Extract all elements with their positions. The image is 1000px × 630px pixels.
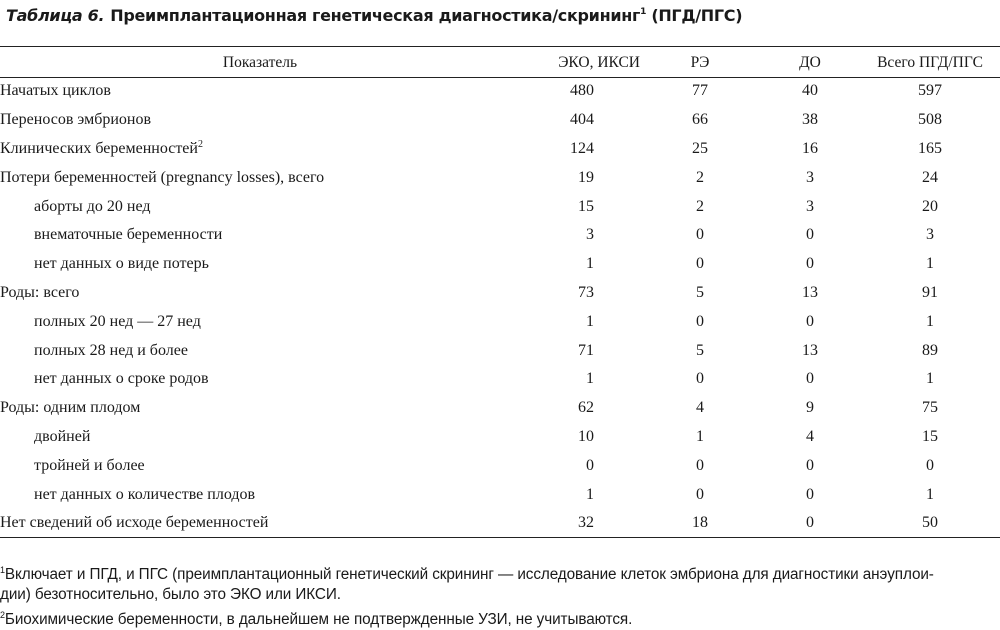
row-label: Потери беременностей (pregnancy losses), всего xyxy=(0,168,325,186)
row-label: Роды: всего xyxy=(0,283,80,301)
table-row xyxy=(0,509,1000,538)
table-row xyxy=(0,77,1000,106)
row-label-cell xyxy=(0,279,520,308)
row-label-cell xyxy=(0,394,520,423)
value-total: 91 xyxy=(922,283,938,301)
value-do: 9 xyxy=(806,399,814,417)
table-body xyxy=(0,77,1000,538)
header-indicator: Показатель xyxy=(222,53,298,71)
table-row xyxy=(0,192,1000,221)
table-row xyxy=(0,307,1000,336)
value-total: 508 xyxy=(918,111,942,129)
value-eko-iksi: 19 xyxy=(578,168,594,186)
value-do: 38 xyxy=(802,111,818,129)
value-do: 0 xyxy=(806,226,814,244)
value-eko-iksi: 32 xyxy=(578,514,594,532)
value-total: 0 xyxy=(926,456,934,474)
value-do: 3 xyxy=(806,168,814,186)
row-label-cell xyxy=(0,365,520,394)
row-label: Нет сведений об исходе беременностей xyxy=(0,514,269,532)
value-eko-iksi: 1 xyxy=(586,485,594,503)
table-row xyxy=(0,365,1000,394)
row-label-cell xyxy=(0,77,520,106)
table-row xyxy=(0,163,1000,192)
row-label: полных 20 нед — 27 нед xyxy=(34,312,201,330)
value-eko-iksi: 3 xyxy=(586,226,594,244)
row-label: аборты до 20 нед xyxy=(34,197,151,215)
value-eko-iksi: 1 xyxy=(586,312,594,330)
value-eko-iksi: 73 xyxy=(578,283,594,301)
value-re: 77 xyxy=(692,82,708,100)
value-re: 0 xyxy=(696,226,704,244)
value-do: 3 xyxy=(806,197,814,215)
table-row xyxy=(0,279,1000,308)
value-total: 165 xyxy=(918,139,942,157)
table-row xyxy=(0,423,1000,452)
table-row xyxy=(0,451,1000,480)
row-label-cell xyxy=(0,192,520,221)
row-label-cell xyxy=(0,451,520,480)
row-label-cell xyxy=(0,250,520,279)
value-re: 1 xyxy=(696,427,704,445)
row-label: Клинических беременностей xyxy=(0,140,198,158)
value-re: 5 xyxy=(696,283,704,301)
value-total: 597 xyxy=(918,82,942,100)
footnote-1-continued xyxy=(0,585,1000,605)
row-footnote-mark: 2 xyxy=(197,139,203,151)
value-total: 50 xyxy=(922,514,938,532)
row-label-cell xyxy=(0,307,520,336)
value-total: 75 xyxy=(922,399,938,417)
table-row xyxy=(0,135,1000,164)
table-top-rule xyxy=(0,46,1000,47)
value-re: 25 xyxy=(692,139,708,157)
footnote-2-mark: 2 xyxy=(0,610,5,620)
table-row xyxy=(0,250,1000,279)
table-row xyxy=(0,106,1000,135)
value-do: 16 xyxy=(802,139,818,157)
value-re: 5 xyxy=(696,341,704,359)
caption-footnote-mark: 1 xyxy=(640,7,647,17)
row-label: нет данных о количестве плодов xyxy=(34,485,256,503)
value-re: 2 xyxy=(696,197,704,215)
data-table xyxy=(0,48,1000,538)
value-total: 15 xyxy=(922,427,938,445)
value-total: 1 xyxy=(926,485,934,503)
value-re: 4 xyxy=(696,399,704,417)
value-eko-iksi: 404 xyxy=(570,111,594,129)
table-row xyxy=(0,221,1000,250)
row-label: Начатых циклов xyxy=(0,82,111,100)
value-re: 0 xyxy=(696,255,704,273)
header-re: РЭ xyxy=(690,53,710,71)
row-label-cell xyxy=(0,221,520,250)
value-eko-iksi: 1 xyxy=(586,370,594,388)
footnote-2-text: Биохимические беременности, в дальнейшем не подтвержденные УЗИ, не учитываются. xyxy=(4,611,633,628)
value-re: 0 xyxy=(696,370,704,388)
row-label-cell xyxy=(0,163,520,192)
table-row xyxy=(0,394,1000,423)
row-label: нет данных о сроке родов xyxy=(34,370,209,388)
value-re: 0 xyxy=(696,456,704,474)
footnote-1-mark: 1 xyxy=(0,565,5,575)
footnotes xyxy=(0,560,1000,630)
header-total: Всего ПГД/ПГС xyxy=(877,53,983,71)
row-label: тройней и более xyxy=(34,456,145,474)
table-row xyxy=(0,480,1000,509)
footnote-1 xyxy=(0,560,1000,585)
value-do: 0 xyxy=(806,312,814,330)
value-re: 66 xyxy=(692,111,708,129)
value-eko-iksi: 1 xyxy=(586,255,594,273)
value-total: 89 xyxy=(922,341,938,359)
footnote-1-line-2: дии) безотносительно, было это ЭКО или ИКСИ. xyxy=(0,586,341,603)
value-do: 13 xyxy=(802,341,818,359)
value-do: 0 xyxy=(806,485,814,503)
row-label-cell xyxy=(0,336,520,365)
footnote-2 xyxy=(0,605,1000,630)
caption-title: Преимплантационная генетическая диагностика/скрининг xyxy=(110,6,641,25)
table-caption xyxy=(6,6,742,25)
header-eko-iksi: ЭКО, ИКСИ xyxy=(558,53,640,71)
value-total: 1 xyxy=(926,312,934,330)
value-do: 0 xyxy=(806,514,814,532)
value-do: 40 xyxy=(802,82,818,100)
value-eko-iksi: 71 xyxy=(578,341,594,359)
value-total: 20 xyxy=(922,197,938,215)
value-total: 1 xyxy=(926,255,934,273)
value-total: 3 xyxy=(926,226,934,244)
table-header-row xyxy=(0,48,1000,77)
value-eko-iksi: 0 xyxy=(586,456,594,474)
value-do: 4 xyxy=(806,427,814,445)
header-do: ДО xyxy=(799,53,821,71)
value-eko-iksi: 15 xyxy=(578,197,594,215)
row-label-cell xyxy=(0,480,520,509)
value-eko-iksi: 124 xyxy=(570,139,594,157)
value-do: 0 xyxy=(806,370,814,388)
row-label: внематочные беременности xyxy=(34,226,223,244)
value-do: 0 xyxy=(806,456,814,474)
row-label-cell xyxy=(0,106,520,135)
row-label-cell xyxy=(0,423,520,452)
value-re: 18 xyxy=(692,514,708,532)
footnote-1-line-1: Включает и ПГД, и ПГС (преимплантационный генетический скрининг — исследование клеток эмбриона для диагностики анэуплои- xyxy=(4,566,934,583)
row-label-cell xyxy=(0,135,520,164)
row-label: полных 28 нед и более xyxy=(34,341,188,359)
value-total: 24 xyxy=(922,168,938,186)
row-label: Переносов эмбрионов xyxy=(0,111,152,129)
value-re: 0 xyxy=(696,485,704,503)
row-label: нет данных о виде потерь xyxy=(34,255,209,273)
caption-label: Таблица 6. xyxy=(6,6,105,25)
row-label: двойней xyxy=(34,427,91,445)
value-do: 13 xyxy=(802,283,818,301)
value-total: 1 xyxy=(926,370,934,388)
value-eko-iksi: 62 xyxy=(578,399,594,417)
row-label: Роды: одним плодом xyxy=(0,399,141,417)
caption-suffix: (ПГД/ПГС) xyxy=(646,6,743,25)
value-eko-iksi: 480 xyxy=(570,82,594,100)
table-row xyxy=(0,336,1000,365)
value-do: 0 xyxy=(806,255,814,273)
value-re: 0 xyxy=(696,312,704,330)
value-eko-iksi: 10 xyxy=(578,427,594,445)
value-re: 2 xyxy=(696,168,704,186)
row-label-cell xyxy=(0,509,520,538)
